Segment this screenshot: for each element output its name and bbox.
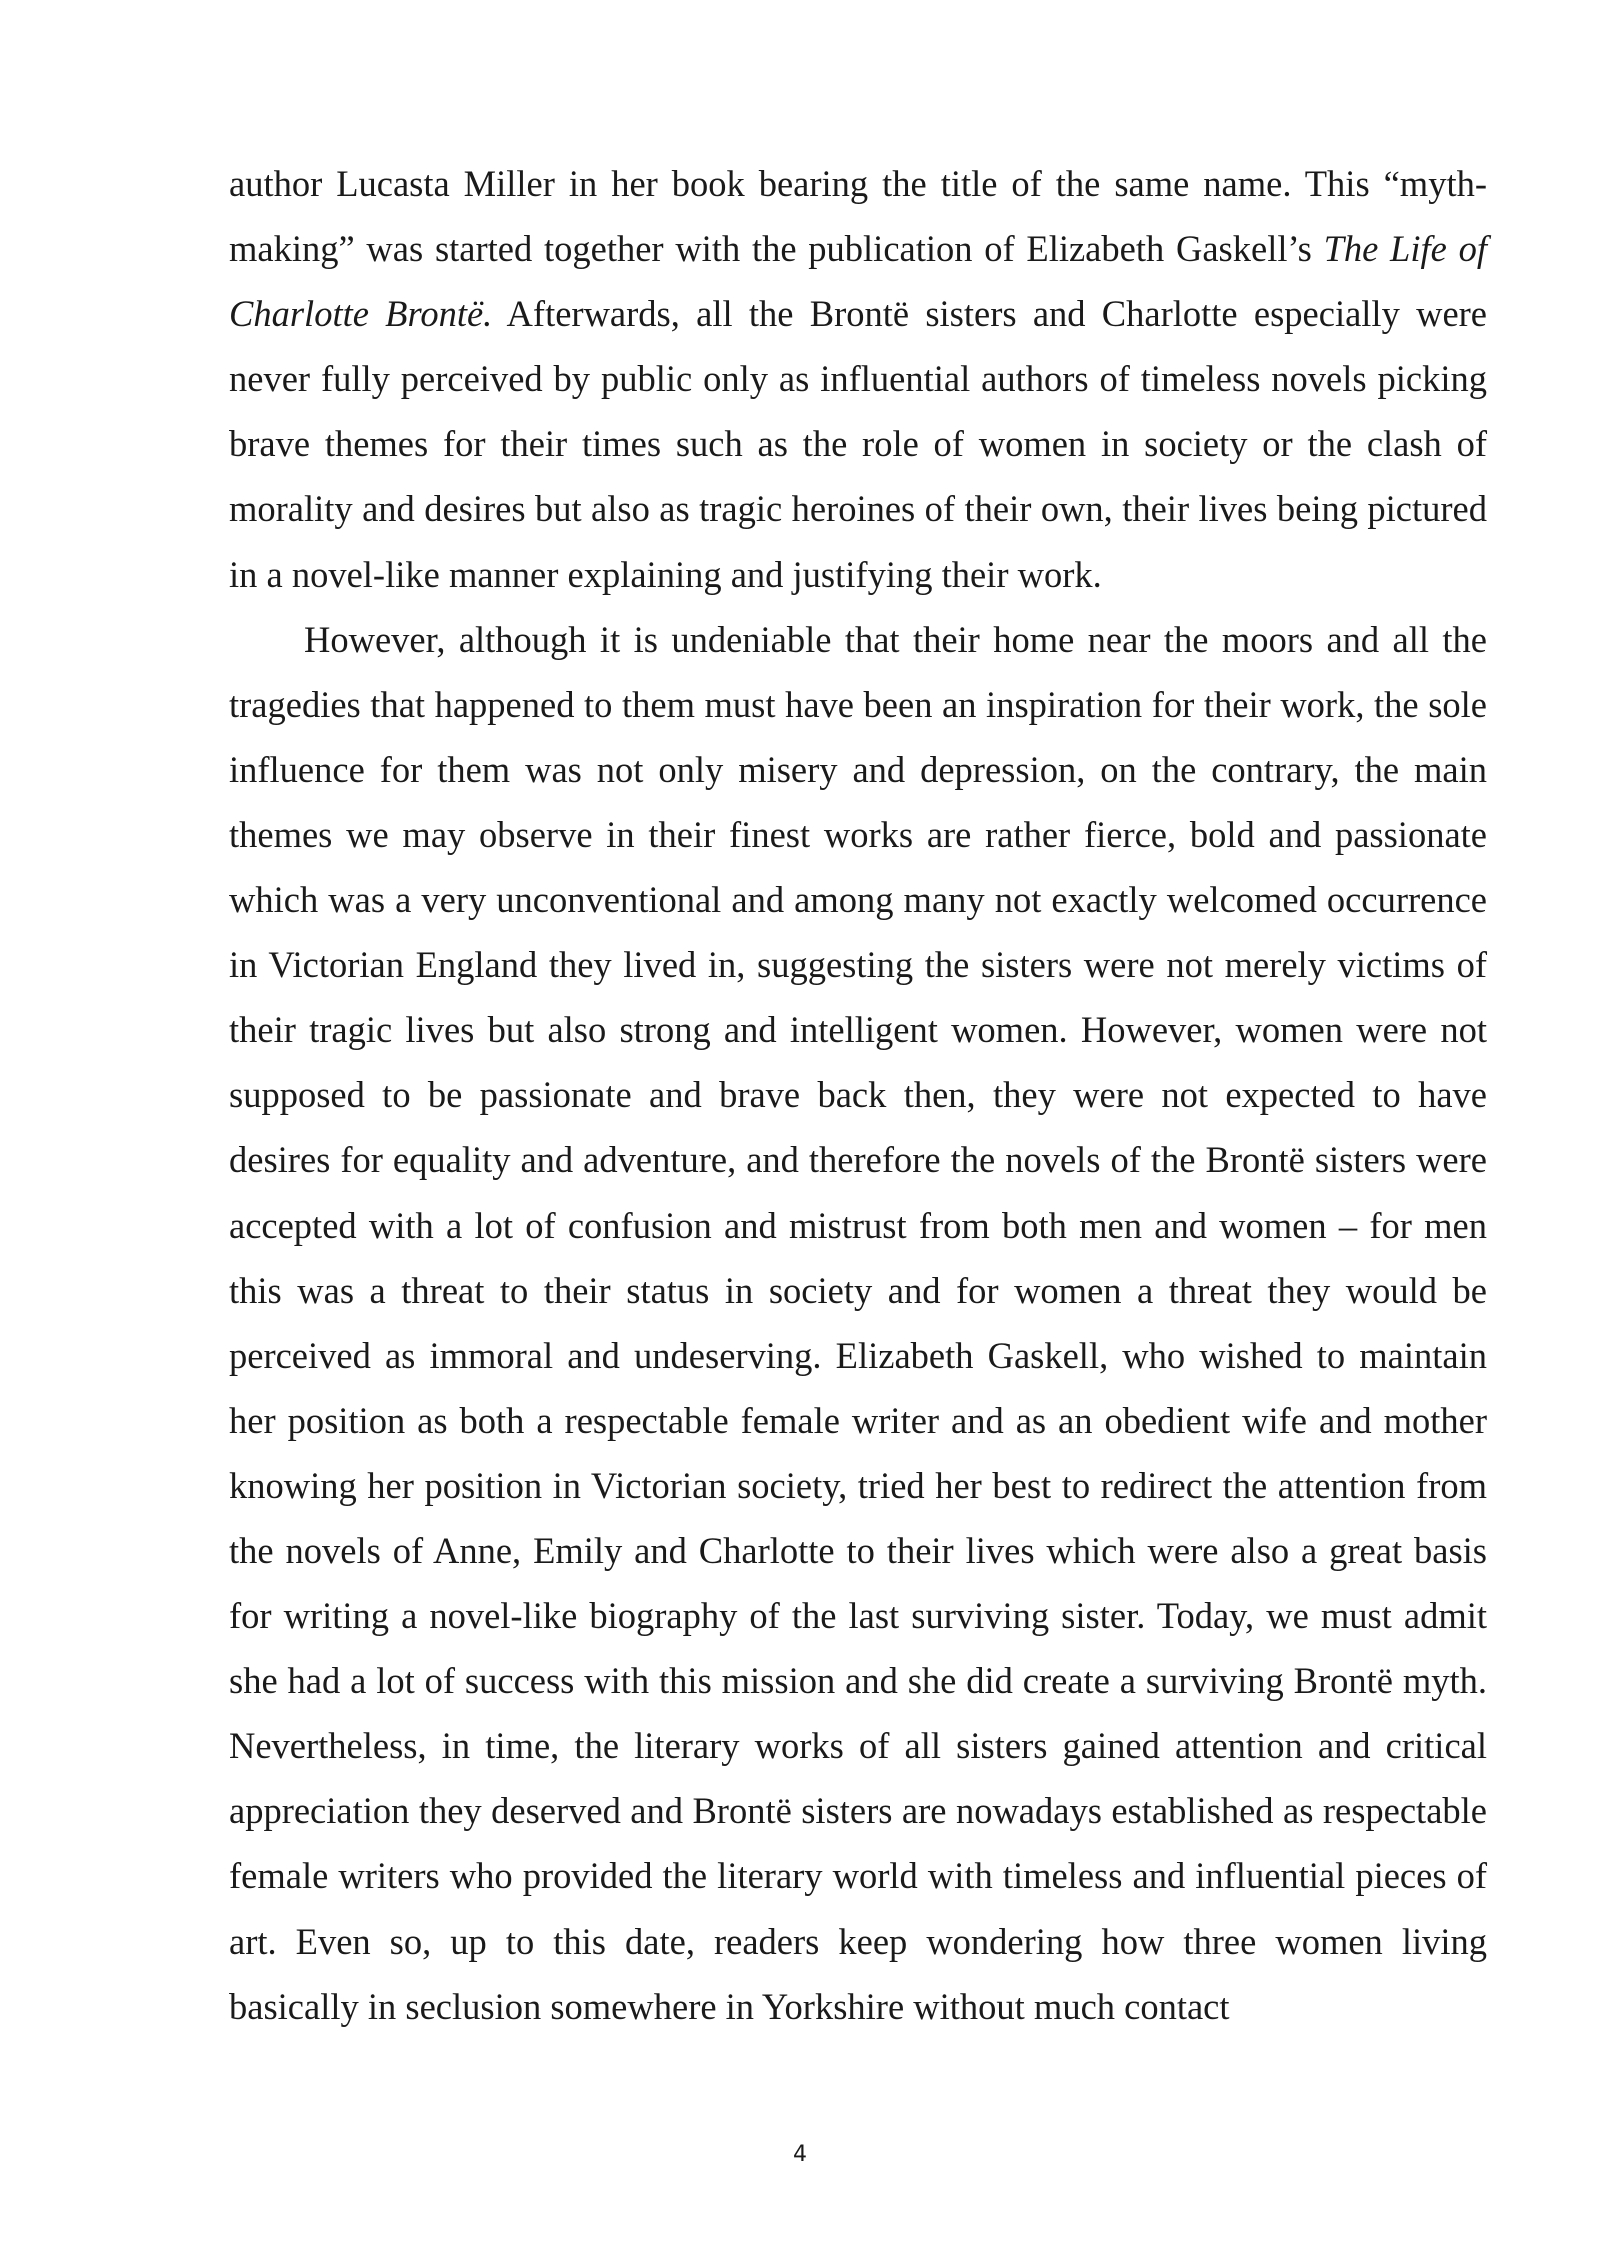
- paragraph-text-end: Afterwards, all the Brontë sisters and Charlotte especially were never fully perceived by public only as influential authors of timeless novels picking brave themes for their times such as the role of women in society or the clash of morality and desires but also as tragic heroines of their own, their lives being pictured in a novel-like manner explaining and justifying their work.: [229, 293, 1487, 595]
- body-text: [229, 151, 1487, 2039]
- paragraph: However, although it is undeniable that their home near the moors and all the tragedies that happened to them must have been an inspiration for their work, the sole influence for them was not only misery and depression, on the contrary, the main themes we may observe in their finest works are rather fierce, bold and passionate which was a very unconventional and among many not exactly welcomed occurrence in Victorian England they lived in, suggesting the sisters were not merely victims of their tragic lives but also strong and intelligent women. However, women were not supposed to be passionate and brave back then, they were not expected to have desires for equality and adventure, and therefore the novels of the Brontë sisters were accepted with a lot of confusion and mistrust from both men and women – for men this was a threat to their status in society and for women a threat they would be perceived as immoral and undeserving. Elizabeth Gaskell, who wished to maintain her position as both a respectable female writer and as an obedient wife and mother knowing her position in Victorian society, tried her best to redirect the attention from the novels of Anne, Emily and Charlotte to their lives which were also a great basis for writing a novel-like biography of the last surviving sister. Today, we must admit she had a lot of success with this mission and she did create a surviving Brontë myth. Nevertheless, in time, the literary works of all sisters gained attention and critical appreciation they deserved and Brontë sisters are nowadays established as respectable female writers who provided the literary world with timeless and influential pieces of art. Even so, up to this date, readers keep wondering how three women living basically in seclusion somewhere in Yorkshire without much contact: [229, 618, 1487, 2027]
- book-title: The Life of Charlotte Brontë.: [229, 228, 1487, 335]
- paragraph-continued: [229, 151, 1487, 607]
- page-number: 4: [793, 2142, 807, 2167]
- paragraph-text-start: author Lucasta Miller in her book bearing the title of the same name. This “myth-making” was started together with the publication of Elizabeth Gaskell’s: [229, 163, 1487, 270]
